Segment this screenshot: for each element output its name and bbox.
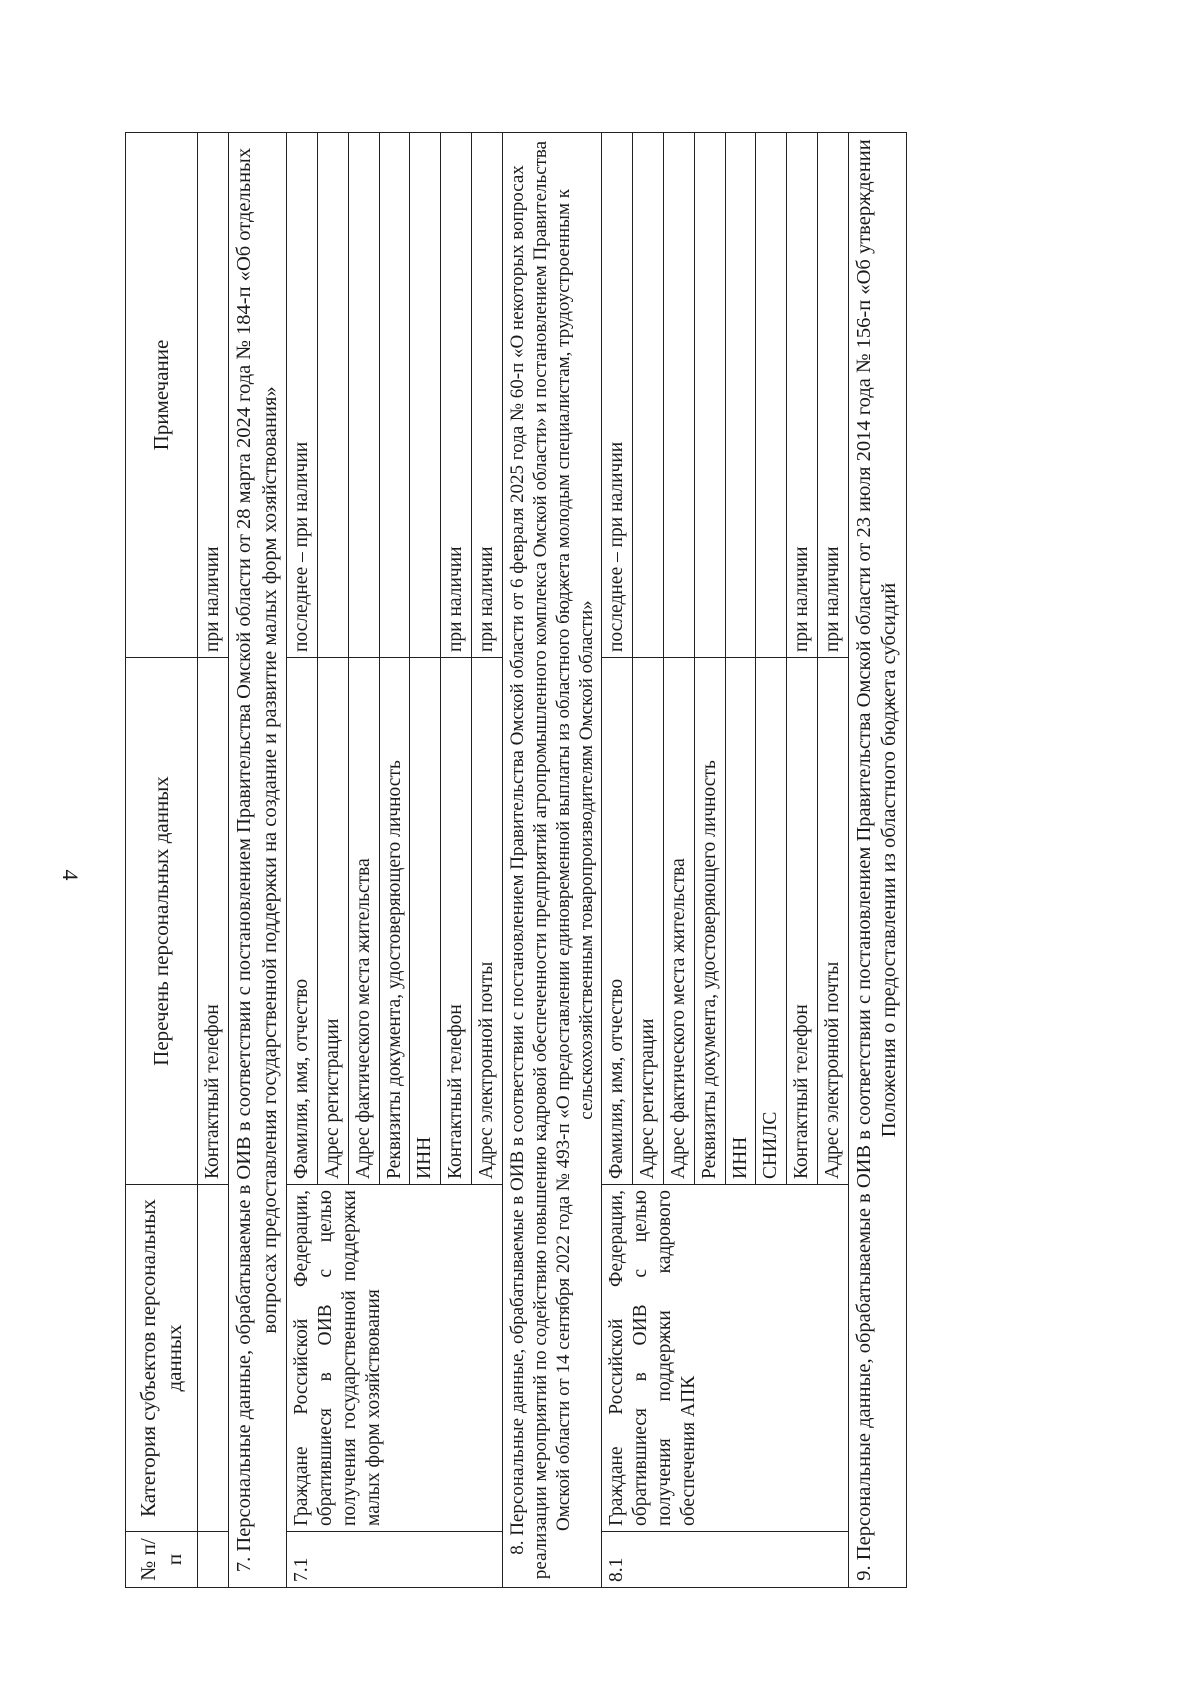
cell-note: при наличии [817, 133, 848, 658]
cell-note [318, 133, 349, 658]
cell-note [348, 133, 379, 658]
cell-item: Контактный телефон [198, 658, 229, 1185]
table-header-row [126, 133, 198, 1588]
section-9-title: 9. Персональные данные, обрабатываемые в ОИВ в соответствии с постановлением Правительства Омской области от 23 июля 2014 года № 156-п «Об утверждении Положения о предоставлении из областного бюджета субсидий [848, 133, 906, 1588]
personal-data-table [125, 132, 907, 1588]
section-8-title: 8. Персональные данные, обрабатываемые в ОИВ в соответствии с постановлением Правительства Омской области от 6 февраля 2025 года № 60-п «О некоторых вопросах реализации мероприятий по содействию повышению кадровой обеспеченности предприятий агропромышленного комплекса Омской области» и постановлением Правительства Омской области от 14 сентября 2022 года № 493-п «О предоставлении единовременной выплаты из областного бюджета молодым специалистам, трудоустроенным к сельскохозяйственным товаропроизводителям Омской области» [502, 133, 602, 1588]
page-number: 4 [58, 869, 83, 881]
cell-item: ИНН [725, 658, 756, 1185]
cell-item: Адрес электронной почты [471, 658, 502, 1185]
table-row [602, 133, 633, 1588]
header-note: Примечание [126, 133, 198, 658]
table-row [287, 133, 318, 1588]
section-8-heading-row [502, 133, 602, 1588]
section-7-category: Граждане Российской Федерации, обратившиеся в ОИВ с целью получения государственной поддержки малых форм хозяйствования [287, 1185, 502, 1532]
cell-note [725, 133, 756, 658]
cell-note: при наличии [441, 133, 472, 658]
table-row [198, 133, 229, 1588]
cell-item: Контактный телефон [441, 658, 472, 1185]
cell-note [694, 133, 725, 658]
cell-item: Фамилия, имя, отчество [602, 658, 633, 1185]
section-9-heading-row [848, 133, 906, 1588]
cell-note: последнее – при наличии [287, 133, 318, 658]
cell-note [379, 133, 410, 658]
cell-item: Адрес фактического места жительства [663, 658, 694, 1185]
cell-note: при наличии [198, 133, 229, 658]
cell-item: Реквизиты документа, удостоверяющего личность [379, 658, 410, 1185]
cell-item: Адрес электронной почты [817, 658, 848, 1185]
cell-note: при наличии [471, 133, 502, 658]
cell-note [633, 133, 664, 658]
section-7-heading-row [229, 133, 287, 1588]
section-8-category: Граждане Российской Федерации, обратившиеся в ОИВ с целью получения поддержки кадрового обеспечения АПК [602, 1185, 848, 1532]
cell-item: Реквизиты документа, удостоверяющего личность [694, 658, 725, 1185]
cell-item: СНИЛС [756, 658, 787, 1185]
cell-item: Адрес регистрации [633, 658, 664, 1185]
header-num: № п/п [126, 1532, 198, 1588]
cell-note: последнее – при наличии [602, 133, 633, 658]
section-7-num: 7.1 [287, 1532, 502, 1588]
cell-item: ИНН [410, 658, 441, 1185]
section-8-num: 8.1 [602, 1532, 848, 1588]
cell-category [198, 1185, 229, 1532]
section-7-title: 7. Персональные данные, обрабатываемые в ОИВ в соответствии с постановлением Правительства Омской области от 28 марта 2024 года № 184-п «Об отдельных вопросах предоставления государственной поддержки на создание и развитие малых форм хозяйствования» [229, 133, 287, 1588]
cell-note [663, 133, 694, 658]
cell-item: Фамилия, имя, отчество [287, 658, 318, 1185]
cell-item: Адрес фактического места жительства [348, 658, 379, 1185]
document-page [125, 133, 1105, 1588]
cell-note [410, 133, 441, 658]
cell-item: Контактный телефон [787, 658, 818, 1185]
header-category: Категория субъектов персональных данных [126, 1185, 198, 1532]
header-list: Перечень персональных данных [126, 658, 198, 1185]
cell-note [756, 133, 787, 658]
cell-note: при наличии [787, 133, 818, 658]
cell-item: Адрес регистрации [318, 658, 349, 1185]
cell-num [198, 1532, 229, 1588]
